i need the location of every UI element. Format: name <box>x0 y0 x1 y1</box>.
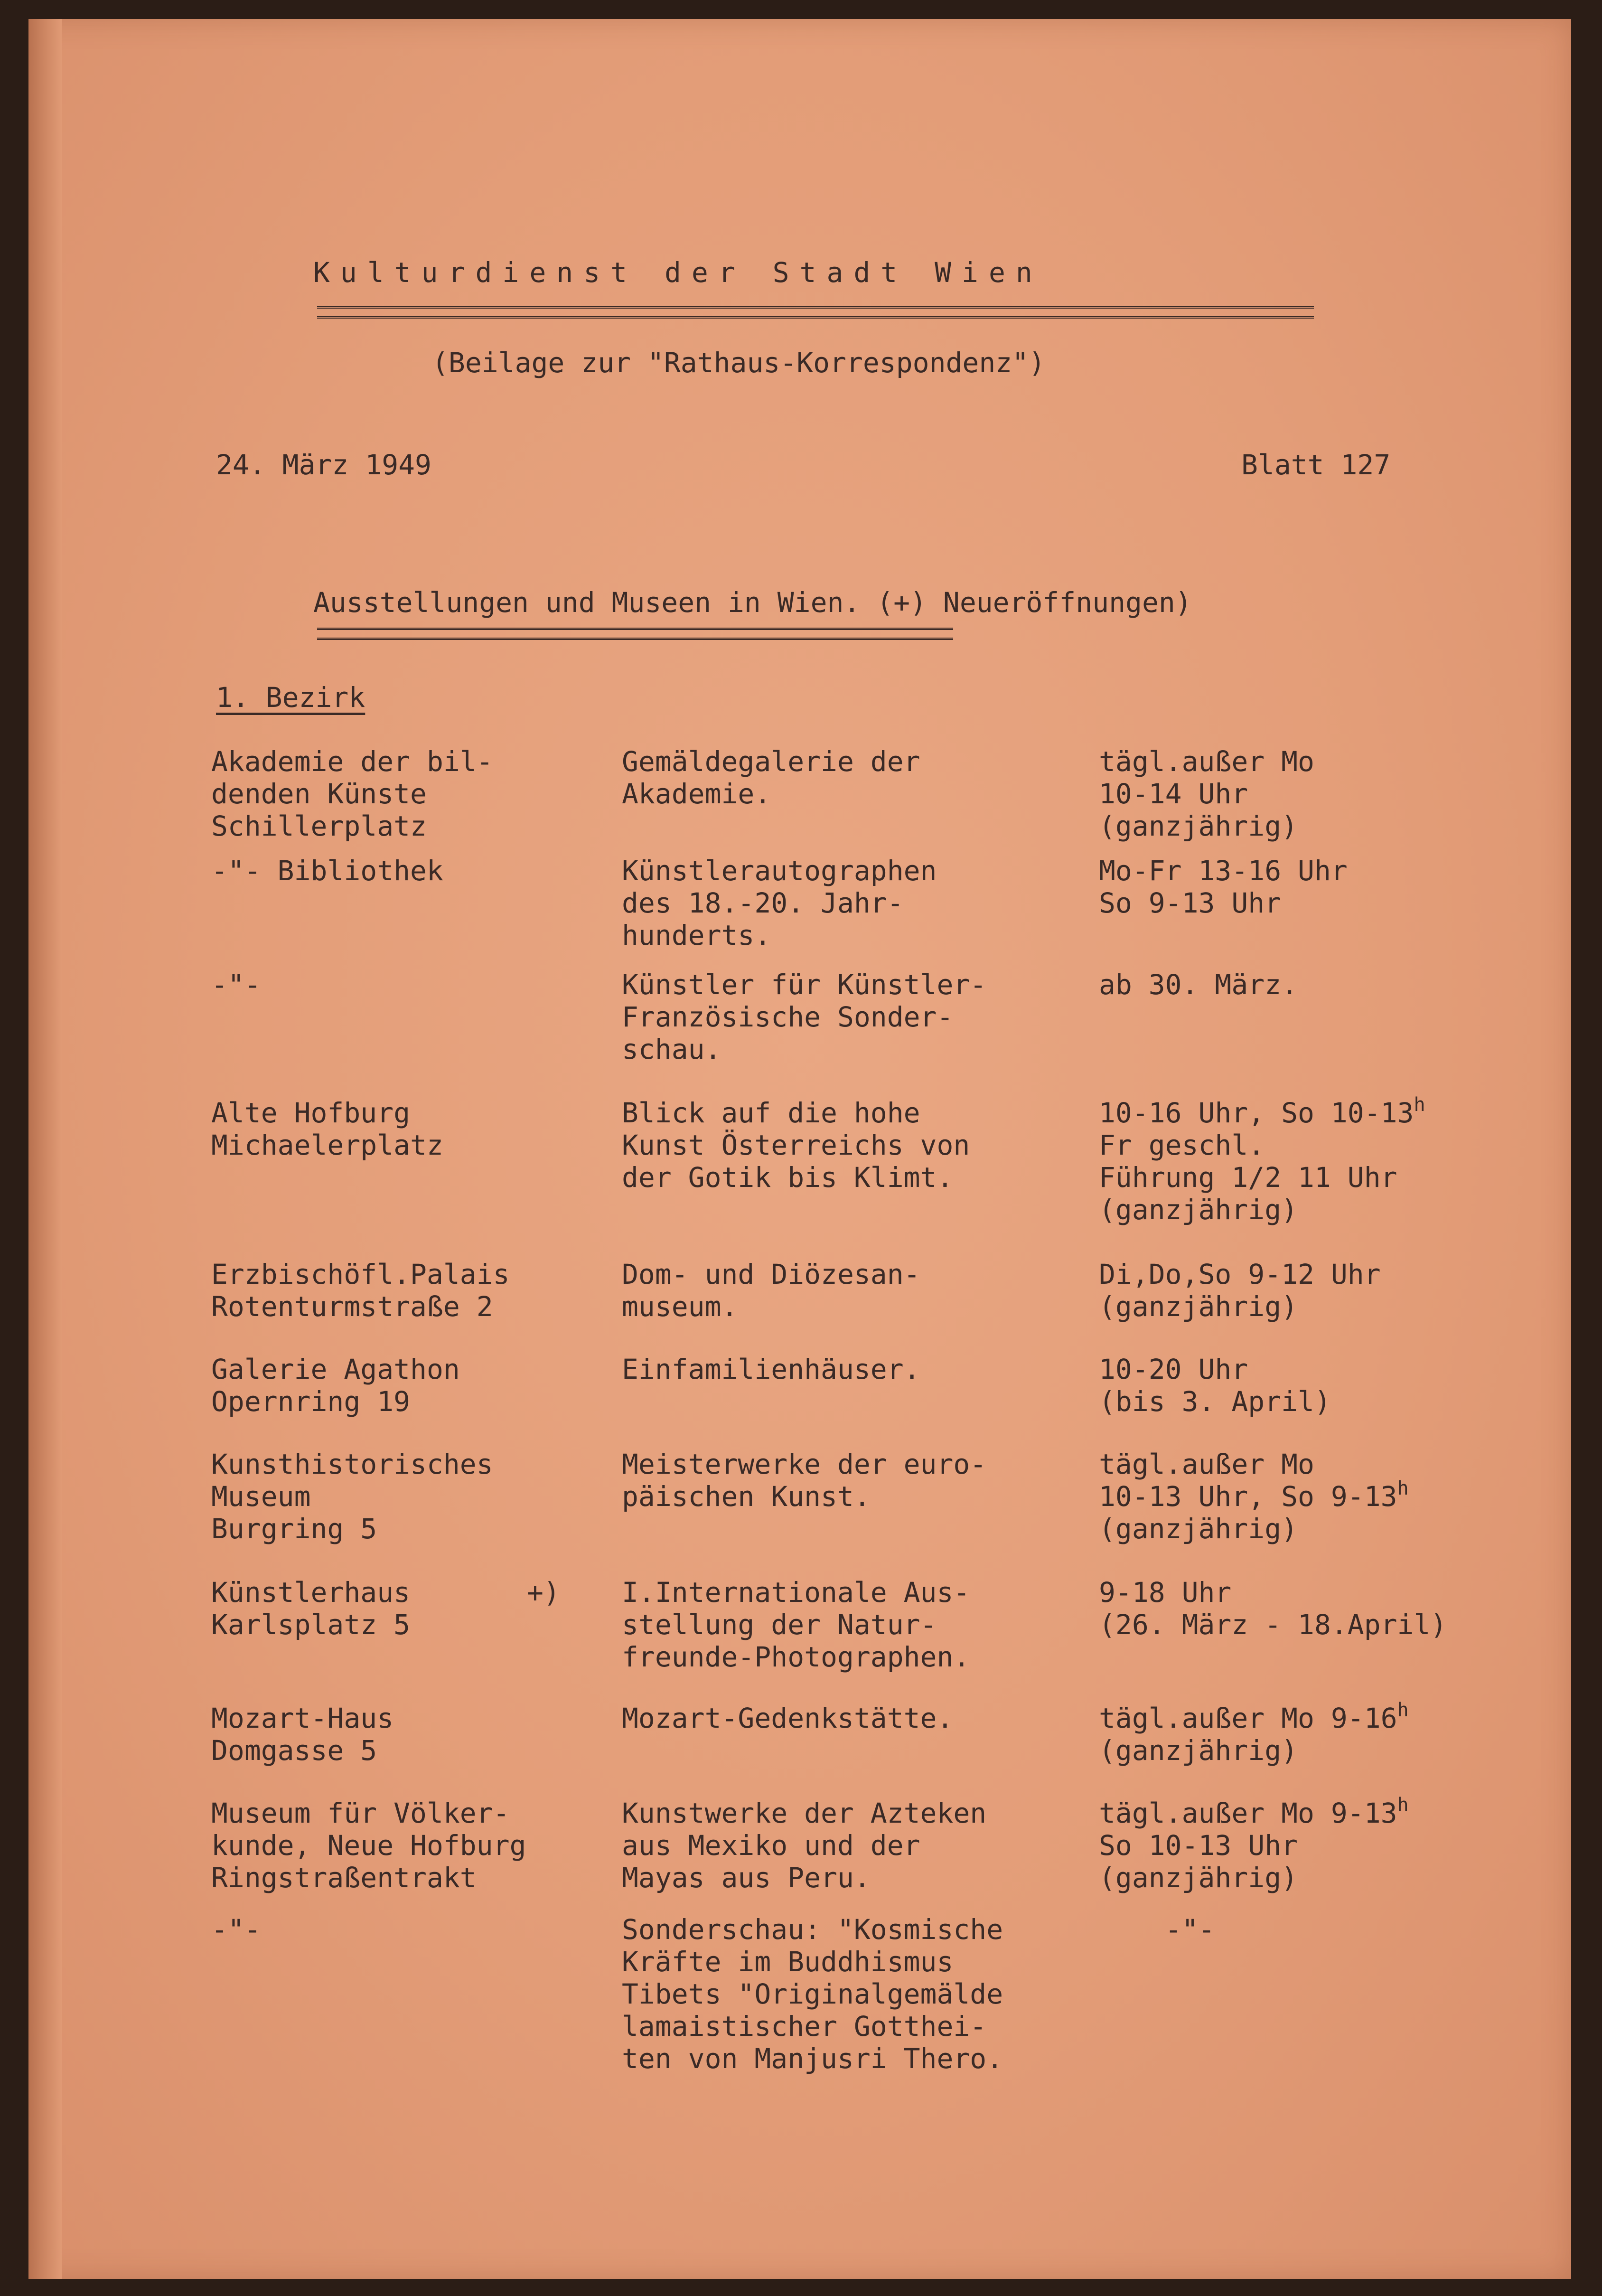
new-opening-marker: +) <box>527 1576 560 1609</box>
venue: Akademie der bil- denden Künste Schillerplatz <box>211 745 493 842</box>
hours-line: 10-13 Uhr, So 9-13 <box>1099 1480 1397 1513</box>
opening-hours <box>1099 1699 1526 1767</box>
venue: Mozart-Haus Domgasse 5 <box>211 1702 394 1767</box>
venue: Museum für Völker- kunde, Neue Hofburg Ringstraßentrakt <box>211 1797 526 1894</box>
hours-line: So 10-13 Uhr (ganzjährig) <box>1099 1829 1298 1894</box>
opening-hours <box>1099 1448 1526 1545</box>
exhibition: Gemäldegalerie der Akademie. <box>622 745 920 810</box>
title-double-rule <box>317 306 1314 319</box>
venue: Galerie Agathon Opernring 19 <box>211 1353 460 1418</box>
document-subtitle: (Beilage zur "Rathaus-Korrespondenz") <box>432 347 1046 379</box>
hours-line: tägl.außer Mo 9-13 <box>1099 1797 1397 1829</box>
exhibition: I.Internationale Aus- stellung der Natur- freunde-Photographen. <box>622 1576 970 1673</box>
section-heading: Ausstellungen und Museen in Wien. (+) Neueröffnungen) <box>313 586 1192 619</box>
venue: -"- Bibliothek <box>211 855 443 887</box>
hours-line: Fr geschl. Führung 1/2 11 Uhr (ganzjährig) <box>1099 1129 1397 1226</box>
exhibition: Blick auf die hohe Kunst Österreichs von der Gotik bis Klimt. <box>622 1097 970 1194</box>
exhibition: Meisterwerke der euro- päischen Kunst. <box>622 1448 987 1513</box>
venue: Erzbischöfl.Palais Rotenturmstraße 2 <box>211 1258 510 1323</box>
opening-hours: 9-18 Uhr (26. März - 18.April) <box>1099 1576 1447 1641</box>
opening-hours <box>1099 1794 1526 1894</box>
hour-superscript: h <box>1414 1094 1425 1116</box>
opening-hours: tägl.außer Mo 10-14 Uhr (ganzjährig) <box>1099 745 1314 842</box>
sheet-number: Blatt 127 <box>1241 449 1391 481</box>
exhibition: Dom- und Diözesan- museum. <box>622 1258 920 1323</box>
venue: Kunsthistorisches Museum Burgring 5 <box>211 1448 493 1545</box>
hours-line: (ganzjährig) <box>1099 1734 1298 1767</box>
opening-hours: 10-20 Uhr (bis 3. April) <box>1099 1353 1331 1418</box>
heading-double-rule <box>317 628 953 640</box>
opening-hours <box>1099 1094 1526 1226</box>
hour-superscript: h <box>1397 1477 1409 1499</box>
opening-hours: ab 30. März. <box>1099 969 1298 1001</box>
district-label: 1. Bezirk <box>216 681 365 714</box>
opening-hours: -"- <box>1099 1913 1215 1946</box>
venue: -"- <box>211 969 261 1001</box>
exhibition: Mozart-Gedenkstätte. <box>622 1702 954 1734</box>
exhibition: Künstlerautographen des 18.-20. Jahr- hunderts. <box>622 855 937 951</box>
hours-line: tägl.außer Mo <box>1099 1448 1314 1480</box>
venue: Alte Hofburg Michaelerplatz <box>211 1097 443 1161</box>
hour-superscript: h <box>1397 1794 1409 1816</box>
document-page <box>28 19 1571 2279</box>
hours-line: (ganzjährig) <box>1099 1513 1298 1545</box>
hour-superscript: h <box>1397 1699 1409 1721</box>
issue-date: 24. März 1949 <box>216 449 431 481</box>
hours-line: 10-16 Uhr, So 10-13 <box>1099 1097 1414 1129</box>
opening-hours: Mo-Fr 13-16 Uhr So 9-13 Uhr <box>1099 855 1348 919</box>
hours-line: tägl.außer Mo 9-16 <box>1099 1702 1397 1734</box>
exhibition: Künstler für Künstler- Französische Sonder- schau. <box>622 969 987 1065</box>
opening-hours: Di,Do,So 9-12 Uhr (ganzjährig) <box>1099 1258 1381 1323</box>
document-title: Kulturdienst der Stadt Wien <box>313 256 1043 289</box>
exhibition: Sonderschau: "Kosmische Kräfte im Buddhismus Tibets "Originalgemälde lamaistischer Gotthei- ten von Manjusri Thero. <box>622 1913 1003 2075</box>
venue: -"- <box>211 1913 261 1946</box>
document-body <box>28 19 1571 2279</box>
exhibition: Einfamilienhäuser. <box>622 1353 920 1385</box>
venue: Künstlerhaus Karlsplatz 5 <box>211 1576 411 1641</box>
exhibition: Kunstwerke der Azteken aus Mexiko und der Mayas aus Peru. <box>622 1797 987 1894</box>
